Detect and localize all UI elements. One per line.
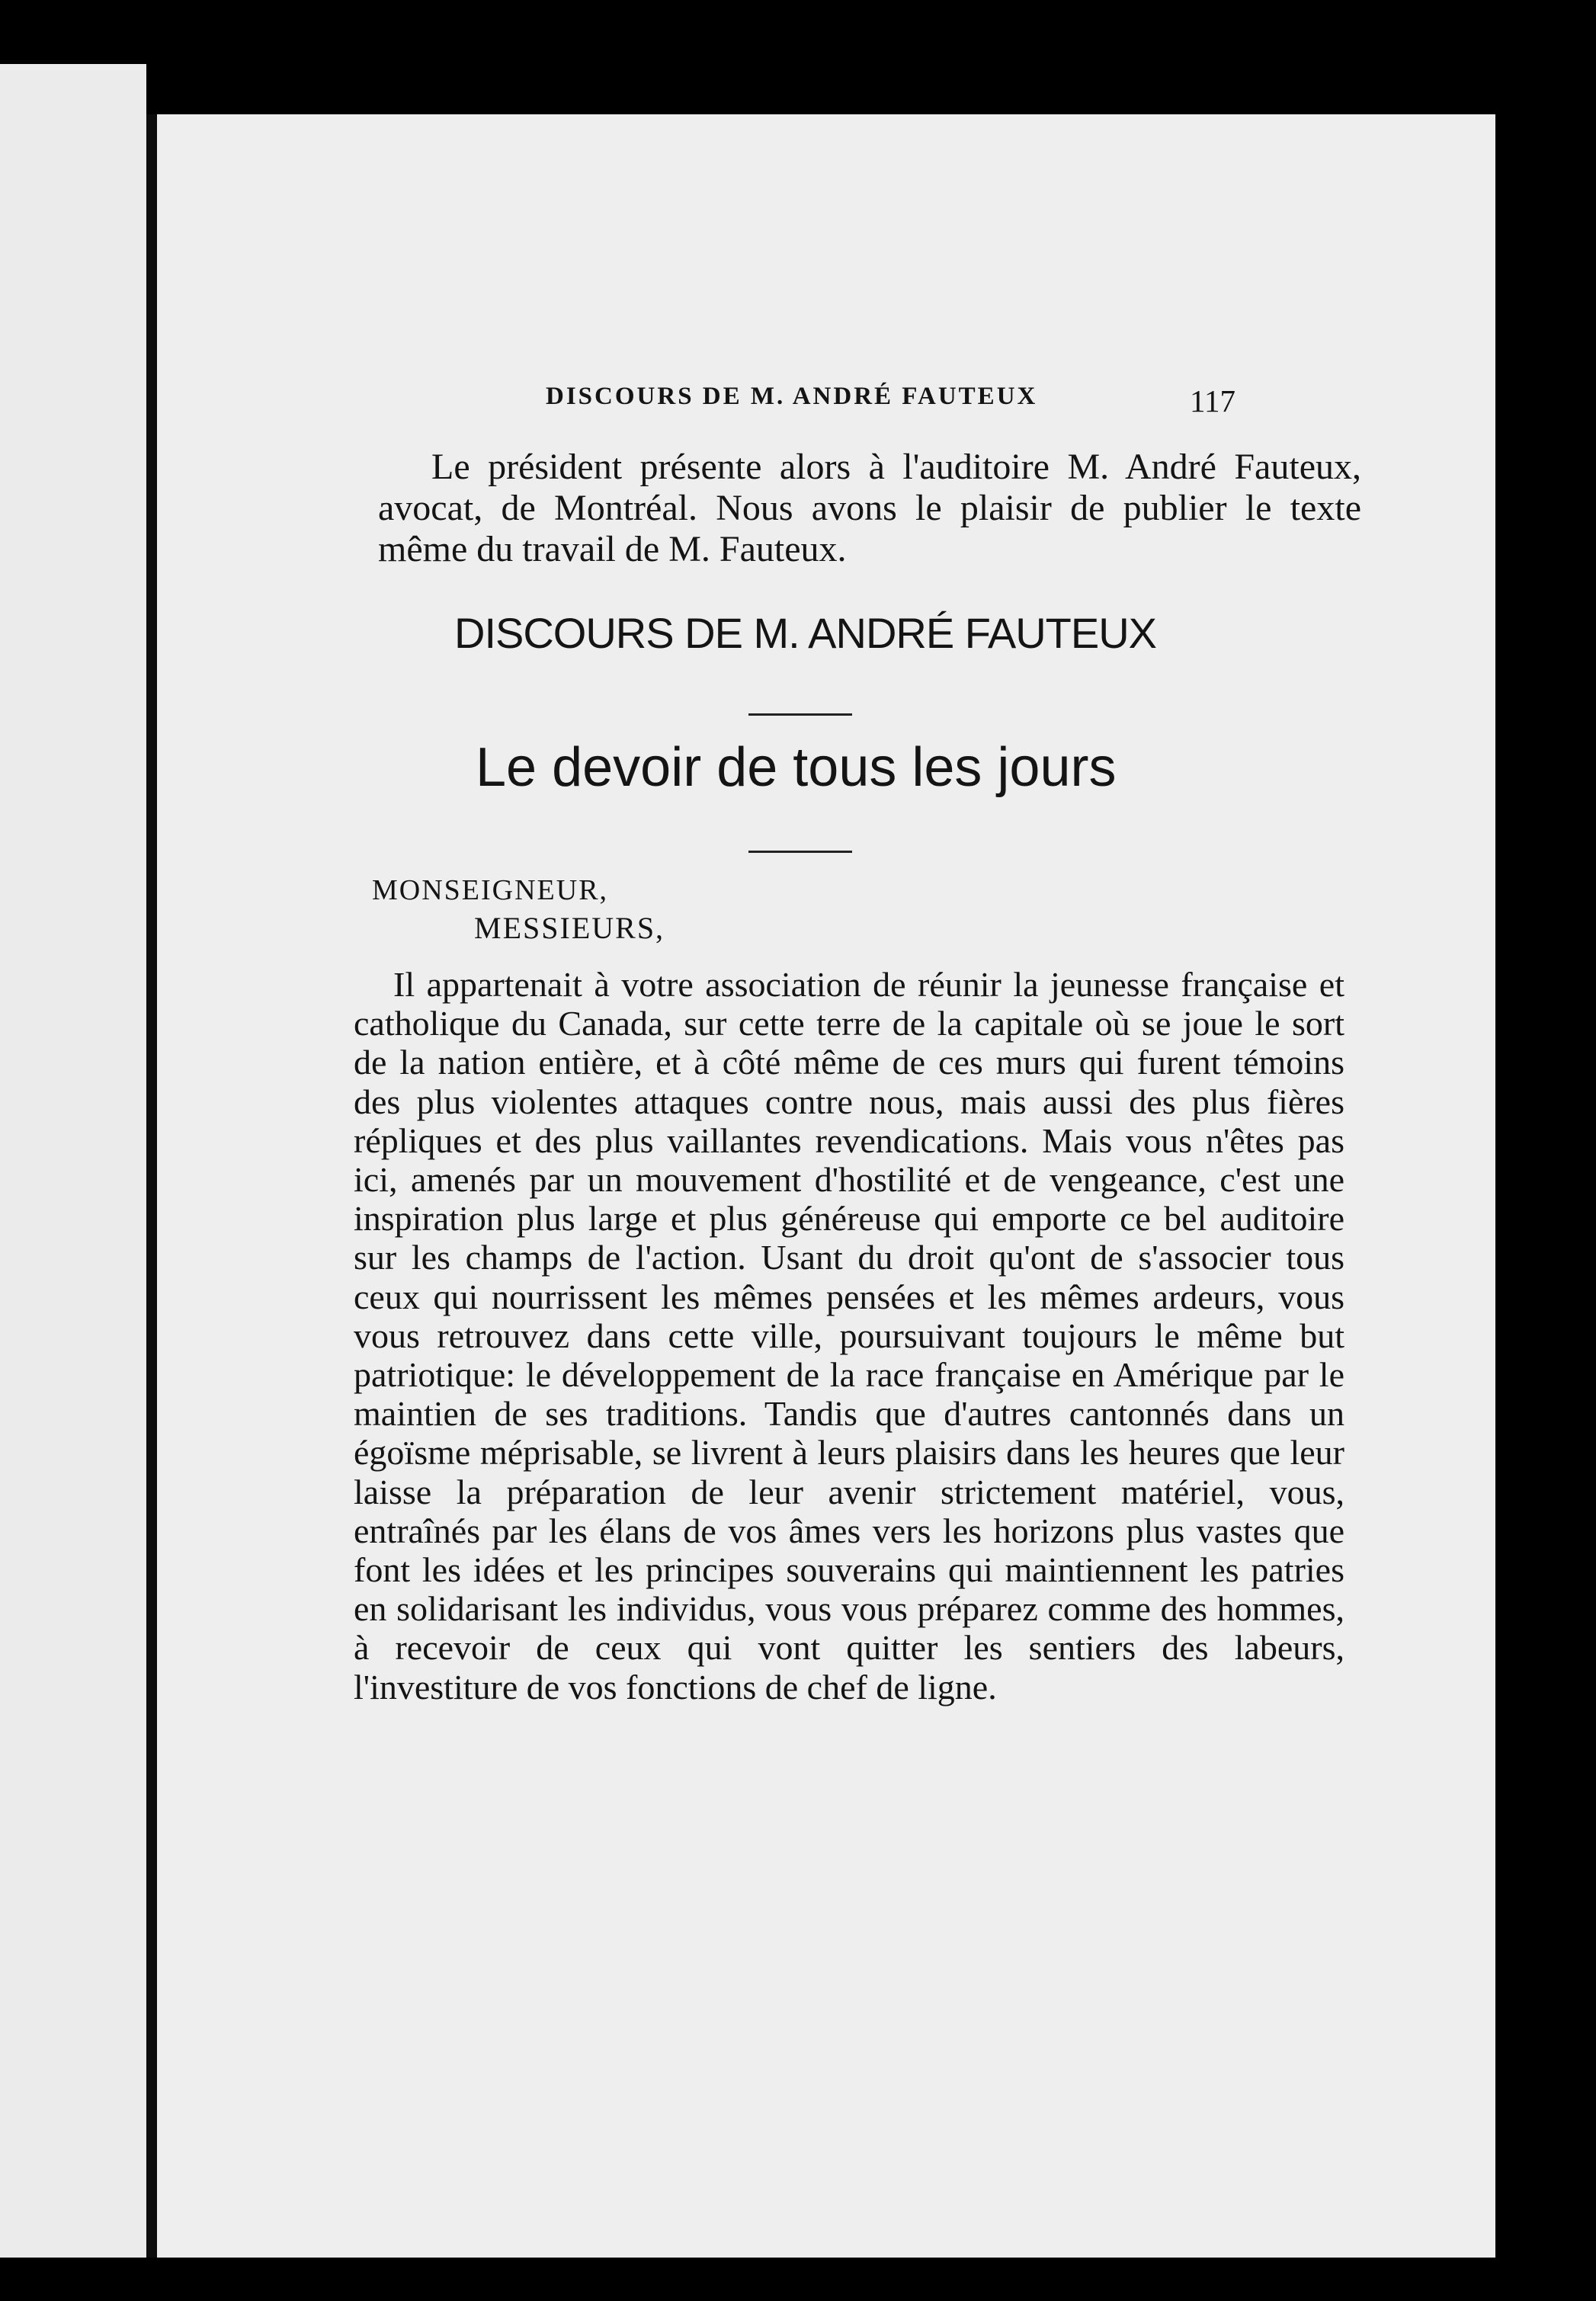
salutation-line: MONSEIGNEUR, [372,874,609,906]
page-number: 117 [1190,383,1235,418]
body-paragraph: Il appartenait à votre association de réunir la jeunesse française et catholique du Canada, sur cette terre de la capitale où se joue le sort de la nation entière, et à côté même de ces murs qui furent témoins des plus violentes attaques contre nous, mais aussi des plus fières répliques et des plus vaillantes revendications. Mais vous n'êtes pas ici, amenés par un mouvement d'hostilité et de vengeance, c'est une inspiration plus large et plus généreuse qui emporte ce bel auditoire sur les champs de l'action. Usant du droit qu'ont de s'associer tous ceux qui nourrissent les mêmes pensées et les mêmes ardeurs, vous vous retrouvez dans cette ville, poursuivant toujours le même but patriotique: le développement de la race française en Amérique par le maintien de ses traditions. Tandis que d'autres cantonnés dans un égoïsme méprisable, se livrent à leurs plaisirs dans les heures que leur laisse la préparation de leur avenir strictement matériel, vous, entraînés par les élans de vos âmes vers les horizons plus vastes que font les idées et les principes souverains qui maintiennent les patries en solidarisant les individus, vous vous préparez comme des hommes, à recevoir de ceux qui vont quitter les sentiers des labeurs, l'investiture de vos fonctions de chef de ligne. [354,965,1344,1707]
divider-rule [748,851,852,853]
book-page [157,114,1495,2258]
running-head: DISCOURS DE M. ANDRÉ FAUTEUX [546,383,1038,410]
intro-paragraph: Le président présente alors à l'auditoire M. André Fauteux, avocat, de Montréal. Nous avons le plaisir de publier le texte même du travail de M. Fauteux. [378,447,1361,569]
divider-rule [748,713,852,716]
speech-title: Le devoir de tous les jours [476,737,1117,798]
left-page-edge [0,64,146,2258]
salutation-line: MESSIEURS, [474,911,665,945]
book-spine [146,114,157,2258]
speech-heading: DISCOURS DE M. ANDRÉ FAUTEUX [454,609,1157,657]
